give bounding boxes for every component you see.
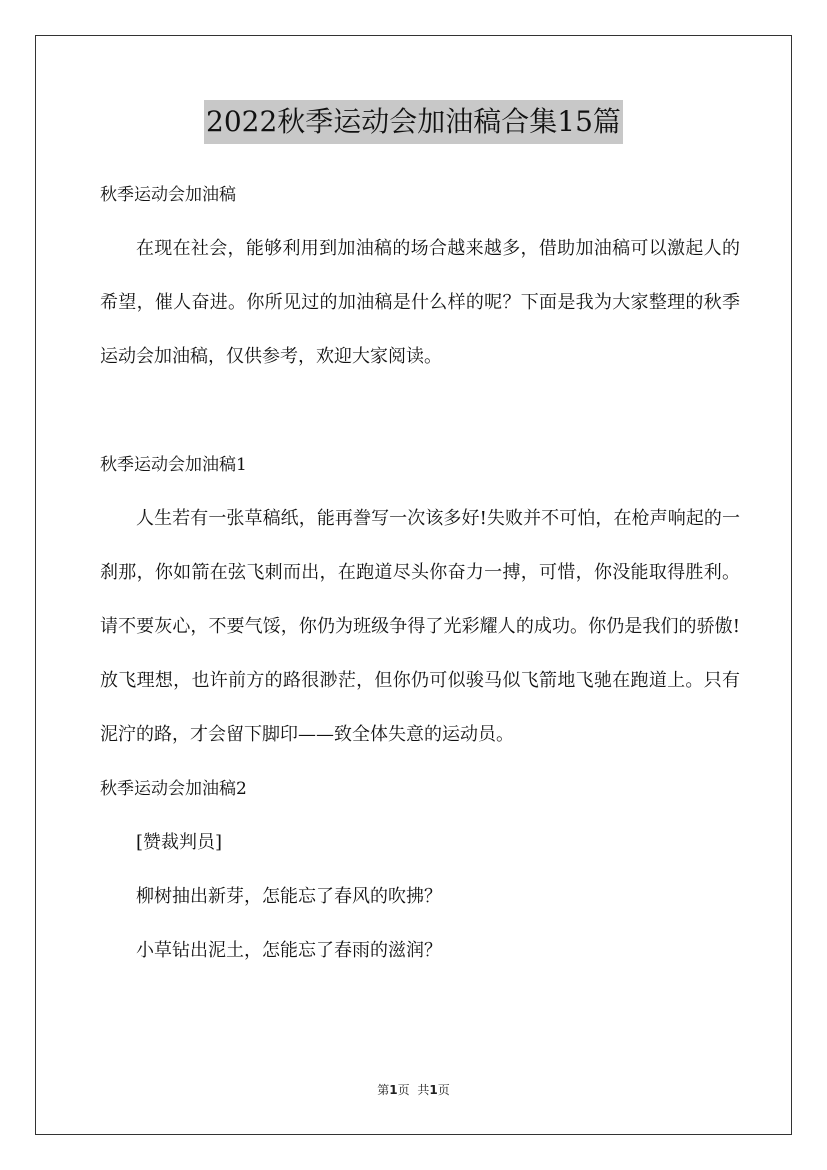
document-body: [100, 168, 740, 978]
section-2-line: 小草钻出泥土，怎能忘了春雨的滋润？: [136, 940, 442, 961]
page-prefix: 第: [377, 1083, 390, 1097]
total-number: 1: [429, 1083, 438, 1097]
section-2-line: 柳树抽出新芽，怎能忘了春风的吹拂？: [136, 886, 442, 907]
section-1-heading: 秋季运动会加油稿1: [100, 455, 247, 475]
total-prefix: 共: [417, 1083, 430, 1097]
document-title: 2022秋季运动会加油稿合集15篇: [204, 100, 623, 144]
section-2-heading: 秋季运动会加油稿2: [100, 779, 247, 799]
intro-heading: 秋季运动会加油稿: [100, 185, 236, 205]
total-suffix: 页: [437, 1083, 450, 1097]
page-suffix: 页: [397, 1083, 410, 1097]
section-1-paragraph: 人生若有一张草稿纸，能再誊写一次该多好!失败并不可怕，在枪声响起的一刹那，你如箭在弦飞刺而出，在跑道尽头你奋力一搏，可惜，你没能取得胜利。请不要灰心，不要气馁，你仍为班级争得了光彩耀人的成功。你仍是我们的骄傲!放飞理想，也许前方的路很渺茫，但你仍可似骏马似飞箭地飞驰在跑道上。只有泥泞的路，才会留下脚印——致全体失意的运动员。: [100, 508, 740, 745]
page-footer: [0, 1082, 827, 1098]
intro-paragraph: 在现在社会，能够利用到加油稿的场合越来越多，借助加油稿可以激起人的希望，催人奋进。你所见过的加油稿是什么样的呢？下面是我为大家整理的秋季运动会加油稿，仅供参考，欢迎大家阅读。: [100, 238, 740, 367]
page-number: 1: [389, 1083, 398, 1097]
blank-line: [100, 384, 740, 438]
title-container: [0, 100, 827, 144]
section-2-line: [赞裁判员]: [136, 832, 223, 853]
